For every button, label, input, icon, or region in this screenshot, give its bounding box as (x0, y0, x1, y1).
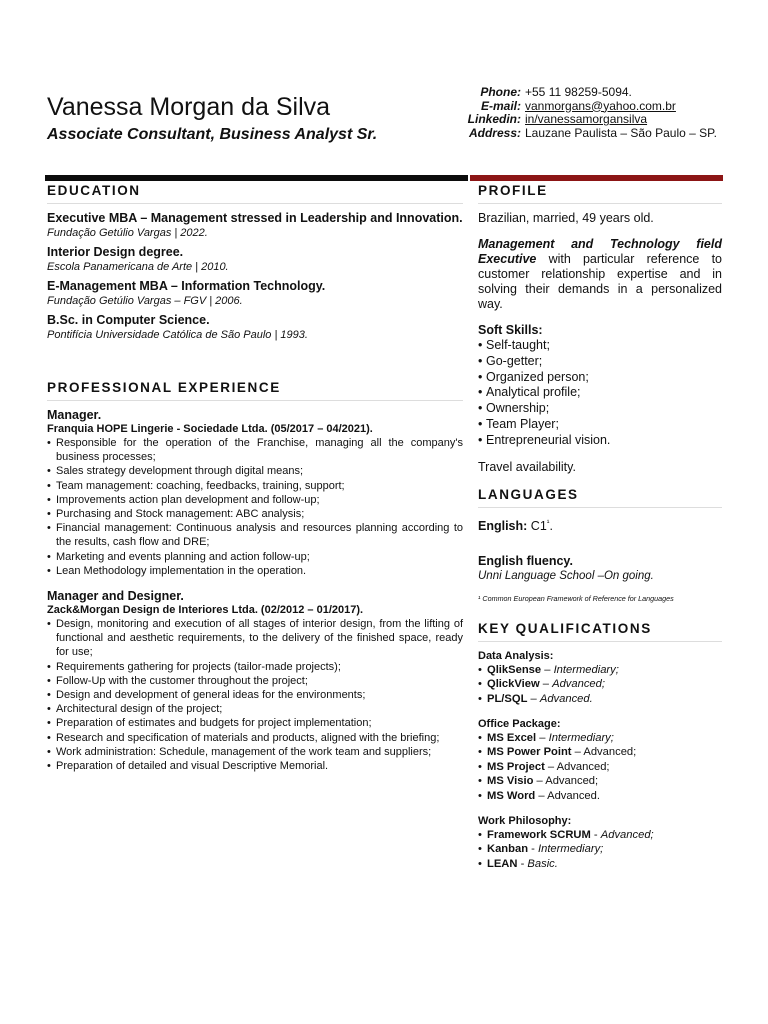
profile-heading: PROFILE (478, 181, 722, 204)
qualification-item (478, 828, 722, 842)
skill-level: Advanced; (600, 828, 654, 841)
soft-skill-item: • Go-getter; (478, 354, 722, 370)
profile-intro: Brazilian, married, 49 years old. (478, 211, 654, 225)
skill-level: Advanced. (539, 692, 593, 705)
job-title: Manager. (47, 408, 102, 422)
qualification-item (478, 692, 722, 706)
skill-name: MS Excel (487, 731, 537, 744)
skill-sep: – (539, 678, 553, 691)
job-bullets (47, 436, 463, 578)
skill-sep: – (544, 760, 557, 773)
qualification-group (478, 649, 722, 706)
education-list (47, 211, 463, 342)
skill-sep: – (533, 775, 546, 788)
email-link[interactable]: vanmorgans@yahoo.com.br (525, 98, 676, 113)
right-column (478, 181, 722, 871)
qualification-group-heading: Office Package: (478, 717, 561, 730)
qualification-item (478, 745, 722, 759)
soft-skills-heading: Soft Skills: (478, 323, 543, 337)
bullet-item: • Architectural design of the project; (47, 702, 463, 716)
bullet-item: • Preparation of estimates and budgets for project implementation; (47, 716, 463, 730)
qualification-item (478, 842, 722, 856)
travel-availability: Travel availability. (478, 459, 576, 474)
contact-label: Phone: (480, 85, 521, 99)
skill-level: Advanced; (545, 775, 599, 788)
qualification-list (478, 828, 722, 871)
linkedin-link[interactable]: in/vanessamorgansilva (525, 112, 648, 127)
skill-name: MS Word (487, 789, 536, 802)
skill-sep: - (528, 843, 538, 856)
languages-heading: LANGUAGES (478, 485, 722, 508)
job-entry (47, 408, 463, 578)
degree-institution: Fundação Getúlio Vargas | 2022. (47, 227, 208, 239)
qualification-item (478, 731, 722, 745)
contact-label: Linkedin: (467, 112, 521, 127)
summary-emphasis: Management and Technology field Executive (478, 237, 722, 266)
bullet-item: • Financial management: Continuous analysis and resources planning according to the results, cash flow and DRE; (47, 521, 463, 549)
skill-name: MS Project (487, 760, 545, 773)
skill-level: Advanced; (556, 760, 610, 773)
skill-name: MS Power Point (487, 746, 572, 759)
education-heading: EDUCATION (47, 181, 463, 204)
english-level (478, 515, 722, 534)
qualification-item (478, 857, 722, 871)
bullet-item: • Lean Methodology implementation in the operation. (47, 564, 463, 578)
skill-level: Advanced. (547, 789, 600, 802)
skill-name: PL/SQL (487, 692, 528, 705)
qualification-list (478, 663, 722, 706)
skill-sep: – (536, 731, 549, 744)
qualification-item (478, 774, 722, 788)
contact-block (458, 86, 717, 140)
contact-phone (458, 86, 717, 100)
skill-sep: – (527, 692, 540, 705)
skill-sep: – (571, 746, 584, 759)
bullet-item: • Research and specification of materials and products, aligned with the briefing; (47, 731, 463, 745)
experience-heading: PROFESSIONAL EXPERIENCE (47, 378, 463, 401)
bullet-item: • Purchasing and Stock management: ABC analysis; (47, 507, 463, 521)
fluency-school: Unni Language School –On going. (478, 569, 654, 582)
soft-skill-item: • Self-taught; (478, 338, 722, 354)
skill-name: Framework SCRUM (487, 828, 591, 841)
summary-text: with particular reference to customer relationship expertise and in solving their demands in a personalized way. (478, 252, 722, 311)
soft-skill-item: • Analytical profile; (478, 385, 722, 401)
bullet-item: • Responsible for the operation of the Franchise, managing all the company's business processes; (47, 436, 463, 464)
skill-name: QlickView (487, 678, 540, 691)
candidate-subtitle: Associate Consultant, Business Analyst Sr. (47, 126, 378, 143)
cefr-footnote: ¹ Common European Framework of Reference for Languages (478, 593, 674, 603)
degree-title: Executive MBA – Management stressed in Leadership and Innovation. (47, 211, 463, 225)
qualification-group-heading: Data Analysis: (478, 649, 554, 662)
skill-sep: – (535, 789, 548, 802)
education-item (47, 279, 463, 308)
education-item (47, 313, 463, 342)
english-cefr: C1 (527, 518, 547, 533)
soft-skills-list (478, 338, 722, 449)
skill-level: Advanced; (583, 746, 637, 759)
bullet-item: • Work administration: Schedule, management of the work team and suppliers; (47, 745, 463, 759)
bullet-item: • Improvements action plan development and follow-up; (47, 493, 463, 507)
job-title: Manager and Designer. (47, 589, 184, 604)
job-company: Franquia HOPE Lingerie - Sociedade Ltda. (05/2017 – 04/2021). (47, 423, 373, 435)
skill-name: Kanban (487, 843, 529, 856)
qualification-group (478, 814, 722, 871)
fluency-title: English fluency. (478, 553, 573, 568)
skill-sep: - (517, 857, 528, 870)
skill-name: QlikSense (487, 663, 542, 676)
degree-title: B.Sc. in Computer Science. (47, 313, 210, 327)
bullet-item: • Design and development of general ideas for the environments; (47, 688, 463, 702)
bullet-item: • Marketing and events planning and action follow-up; (47, 550, 463, 564)
bullet-item: • Design, monitoring and execution of all stages of interior design, from the lifting of functional and aesthetic requirements, to the delivery of the finished space, ready for use; (47, 617, 463, 660)
skill-sep: - (590, 828, 601, 841)
qualification-item (478, 760, 722, 774)
bullet-item: • Requirements gathering for projects (tailor-made projects); (47, 660, 463, 674)
skill-name: MS Visio (487, 775, 534, 788)
qualification-list (478, 731, 722, 803)
soft-skill-item: • Team Player; (478, 417, 722, 433)
education-item (47, 245, 463, 274)
contact-label: Address: (468, 125, 521, 140)
candidate-name: Vanessa Morgan da Silva (47, 93, 331, 121)
address-value: Lauzane Paulista – São Paulo – SP. (525, 125, 717, 140)
soft-skill-item: • Ownership; (478, 401, 722, 417)
qualification-group (478, 717, 722, 803)
qualification-item (478, 663, 722, 677)
job-bullets (47, 617, 463, 773)
degree-institution: Fundação Getúlio Vargas – FGV | 2006. (47, 295, 243, 307)
degree-title: Interior Design degree. (47, 245, 184, 259)
left-column (47, 181, 463, 773)
phone-value: +55 11 98259-5094. (525, 85, 632, 99)
qualification-group-heading: Work Philosophy: (478, 814, 572, 827)
bullet-item: • Team management: coaching, feedbacks, training, support; (47, 479, 463, 493)
education-item (47, 211, 463, 240)
skill-level: Intermediary; (553, 663, 619, 676)
contact-linkedin (458, 113, 717, 127)
profile-summary (478, 237, 722, 312)
contact-email (458, 100, 717, 114)
skill-level: Intermediary; (537, 843, 604, 856)
bullet-item: • Preparation of detailed and visual Descriptive Memorial. (47, 759, 463, 773)
qualification-item (478, 789, 722, 803)
job-entry (47, 589, 463, 773)
key-qualifications-heading: KEY QUALIFICATIONS (478, 619, 722, 642)
bullet-item: • Sales strategy development through digital means; (47, 464, 463, 478)
skill-sep: – (541, 663, 554, 676)
footnote-mark: ¹ (546, 517, 550, 527)
skill-level: Intermediary; (548, 731, 614, 744)
job-company: Zack&Morgan Design de Interiores Ltda. (02/2012 – 01/2017). (47, 604, 364, 617)
contact-address (458, 127, 717, 141)
contact-label: E-mail: (480, 98, 521, 113)
english-label: English: (478, 518, 528, 533)
qualification-item (478, 677, 722, 691)
degree-institution: Escola Panamericana de Arte | 2010. (47, 261, 229, 273)
soft-skill-item: • Entrepreneurial vision. (478, 433, 722, 449)
degree-institution: Pontifícia Universidade Católica de São Paulo | 1993. (47, 329, 308, 341)
degree-title: E-Management MBA – Information Technology. (47, 279, 326, 293)
bullet-item: • Follow-Up with the customer throughout the project; (47, 674, 463, 688)
soft-skill-item: • Organized person; (478, 370, 722, 386)
skill-level: Basic. (527, 857, 558, 870)
skill-name: LEAN (487, 857, 518, 870)
skill-level: Advanced; (552, 678, 605, 691)
english-end: . (549, 518, 553, 533)
